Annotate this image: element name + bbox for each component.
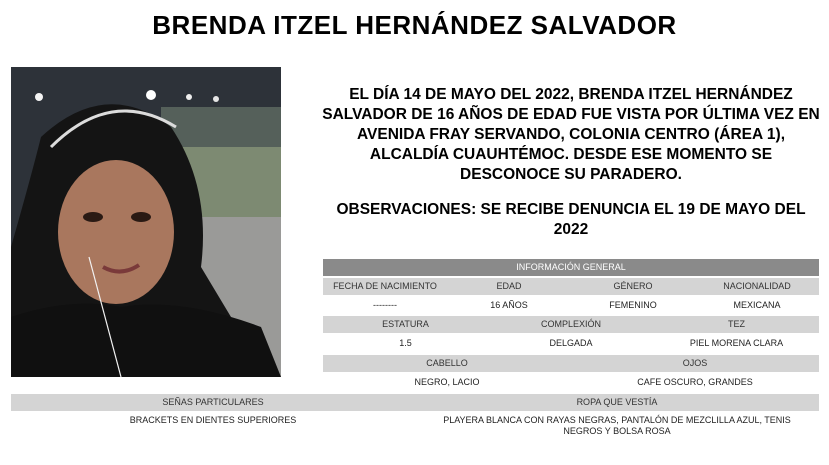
page-title: BRENDA ITZEL HERNÁNDEZ SALVADOR [152,10,677,40]
portrait-image [11,67,281,377]
info-label-row-3 [323,355,819,372]
nationality-value: MEXICANA [733,300,781,310]
gender-value: FEMENINO [609,300,657,310]
missing-person-photo [11,67,281,377]
build-label: COMPLEXIÓN [540,319,601,329]
clothing-label: ROPA QUE VESTÍA [576,397,658,407]
gender-label: GÉNERO [613,281,653,291]
age-label: EDAD [496,281,522,291]
general-info-section-header [323,259,819,276]
hair-label: CABELLO [426,358,468,368]
age-value: 16 AÑOS [490,300,528,310]
disappearance-description: EL DÍA 14 DE MAYO DEL 2022, BRENDA ITZEL HERNÁNDEZ SALVADOR DE 16 AÑOS DE EDAD FUE VISTA POR ÚLTIMA VEZ EN AVENIDA FRAY SERVANDO, COLONIA CENTRO (ÁREA 1), ALCALDÍA CUAUHTÉMOC. DESDE ESE MOMENTO SE DESCONOCE SU PARADERO. [322,86,820,183]
info-value-row-1 [323,297,819,314]
complexion-value: PIEL MORENA CLARA [689,338,784,348]
birth-date-label: FECHA DE NACIMIENTO [333,281,437,291]
eyes-value: CAFE OSCURO, GRANDES [637,377,753,387]
eyes-label: OJOS [682,358,708,368]
height-label: ESTATURA [382,319,429,329]
info-value-row-4 [11,412,819,438]
complexion-label: TEZ [728,319,745,329]
marks-label: SEÑAS PARTICULARES [162,397,264,407]
hair-value: NEGRO, LACIO [414,377,480,387]
info-label-row-4 [11,394,819,411]
clothing-value: PLAYERA BLANCA CON RAYAS NEGRAS, PANTALÓN DE MEZCLILLA AZUL, TENIS NEGROS Y BOLSA ROSA [443,415,791,436]
observations-text: OBSERVACIONES: SE RECIBE DENUNCIA EL 19 DE MAYO DEL 2022 [336,201,806,238]
nationality-label: NACIONALIDAD [723,281,791,291]
birth-date-value: -------- [373,300,397,310]
height-value: 1.5 [399,338,412,348]
general-info-title: INFORMACIÓN GENERAL [516,262,626,272]
info-label-row-2 [323,316,819,333]
info-value-row-3 [323,374,819,391]
build-value: DELGADA [549,338,593,348]
info-label-row-1 [323,278,819,295]
info-value-row-2 [323,335,819,352]
marks-value: BRACKETS EN DIENTES SUPERIORES [129,415,297,425]
